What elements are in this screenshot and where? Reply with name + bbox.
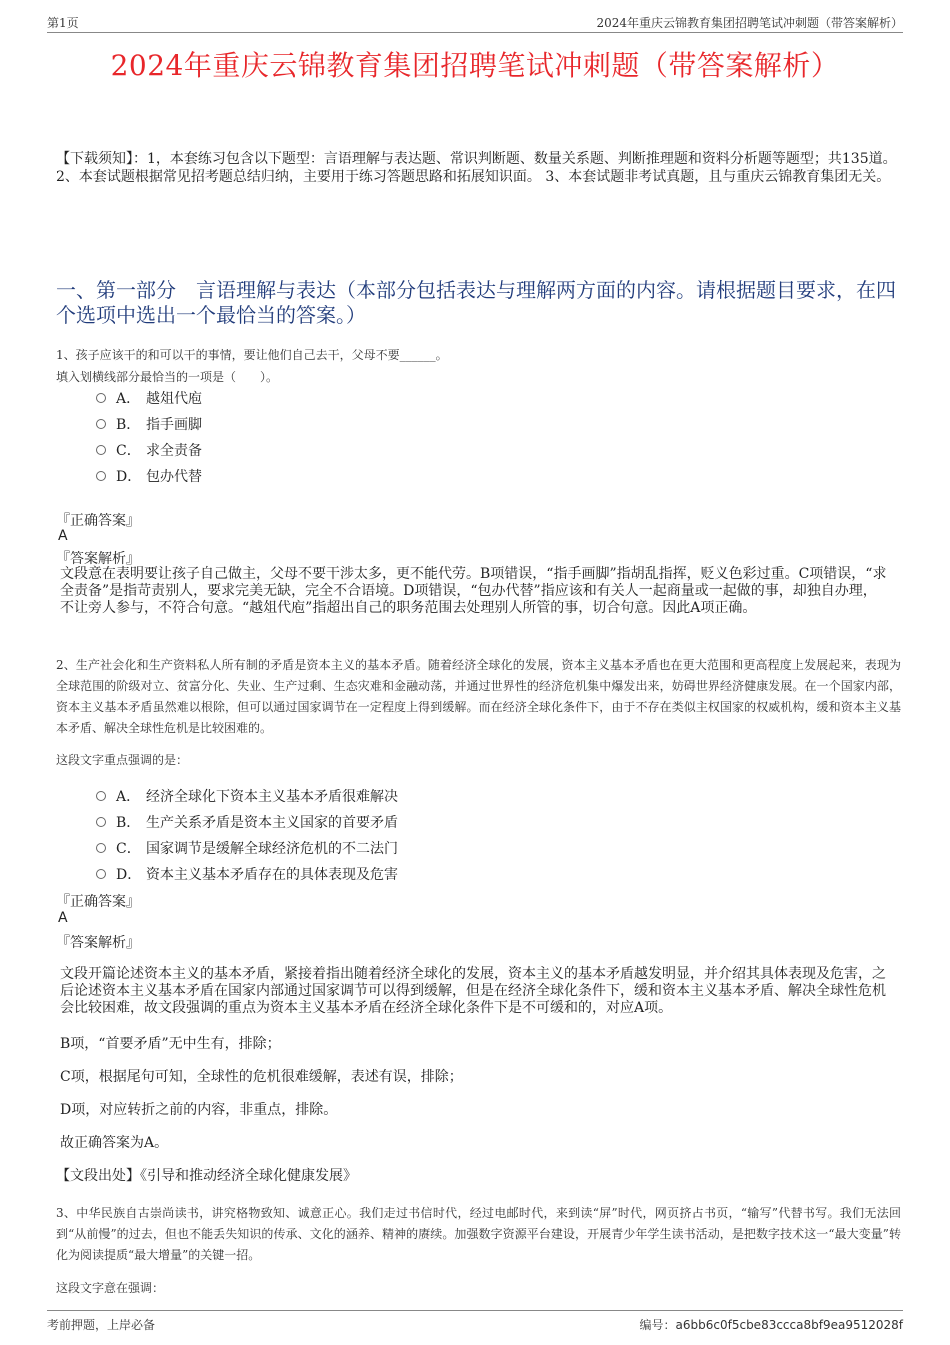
- q2-option-b[interactable]: B． 生产关系矛盾是资本主义国家的首要矛盾: [96, 809, 398, 835]
- radio-icon[interactable]: [96, 843, 106, 853]
- header-doc-title: 2024年重庆云锦教育集团招聘笔试冲刺题（带答案解析）: [596, 16, 903, 30]
- q2-options: [96, 783, 398, 887]
- q2-option-d[interactable]: D． 资本主义基本矛盾存在的具体表现及危害: [96, 861, 398, 887]
- document-title: 2024年重庆云锦教育集团招聘笔试冲刺题（带答案解析）: [110, 49, 840, 82]
- q2-analysis: 文段开篇论述资本主义的基本矛盾，紧接着指出随着经济全球化的发展，资本主义的基本矛盾越发明显，并介绍其具体表现及危害，之后论述资本主义基本矛盾在国家内部通过国家调节可以得到缓解，但是在经济全球化条件下，缓和资本主义基本矛盾、解决全球性危机会比较困难，故文段强调的重点为资本主义基本矛盾在经济全球化条件下是不可缓和的，对应A项。: [60, 966, 886, 1016]
- footer-slogan: 考前押题，上岸必备: [47, 1318, 156, 1332]
- footer-divider: [47, 1310, 903, 1311]
- q1-options: [96, 385, 202, 489]
- q3-stem: 3、中华民族自古崇尚读书，讲究格物致知、诚意正心。我们走过书信时代，经过电邮时代，来到读“屏”时代，网页挤占书页，“输写”代替书写。我们无法回到“从前慢”的过去，但也不能丢失知识的传承、文化的涵养、精神的赓续。加强数字资源平台建设，开展青少年学生读书活动，是把数字技术这一“最大变量”转化为阅读提质“最大增量”的关键一招。: [56, 1206, 901, 1262]
- q3-prompt: 这段文字意在强调：: [56, 1281, 165, 1295]
- q1-analysis: 文段意在表明要让孩子自己做主，父母不要干涉太多，更不能代劳。B项错误，“指手画脚”指胡乱指挥，贬义色彩过重。C项错误，“求全责备”是指苛责别人，要求完美无缺，完全不合语境。D项错误，“包办代替”指应该和有关人一起商量或一起做的事，却独自办理，不让旁人参与，不符合句意。“越俎代庖”指超出自己的职务范围去处理别人所管的事，切合句意。因此A项正确。: [60, 566, 887, 616]
- q2-option-a[interactable]: A． 经济全球化下资本主义基本矛盾很难解决: [96, 783, 398, 809]
- radio-icon[interactable]: [96, 817, 106, 827]
- q1-answer: A: [58, 528, 68, 544]
- q1-stem: 1、孩子应该干的和可以干的事情，要让他们自己去干，父母不要______。: [56, 348, 448, 362]
- radio-icon[interactable]: [96, 869, 106, 879]
- q1-analysis-label: 『答案解析』: [56, 551, 140, 567]
- q2-note-d: D项，对应转折之前的内容，非重点，排除。: [60, 1102, 338, 1118]
- q2-option-c[interactable]: C． 国家调节是缓解全球经济危机的不二法门: [96, 835, 398, 861]
- header-divider: [47, 32, 903, 33]
- radio-icon[interactable]: [96, 445, 106, 455]
- q2-answer: A: [58, 910, 68, 926]
- footer-code-value: a6bb6c0f5cbe83ccca8bf9ea9512028f: [675, 1318, 903, 1332]
- q2-source: 【文段出处】《引导和推动经济全球化健康发展》: [56, 1168, 357, 1184]
- q2-stem: 2、生产社会化和生产资料私人所有制的矛盾是资本主义的基本矛盾。随着经济全球化的发展，资本主义基本矛盾也在更大范围和更高程度上发展起来，表现为全球范围的阶级对立、贫富分化、失业、生产过剩、生态灾难和金融动荡，并通过世界性的经济危机集中爆发出来，妨碍世界经济健康发展。在一个国家内部，资本主义基本矛盾虽然难以根除，但可以通过国家调节在一定程度上得到缓解。而在经济全球化条件下，由于不存在类似主权国家的权威机构，缓和资本主义基本矛盾、解决全球性危机是比较困难的。: [56, 658, 901, 735]
- radio-icon[interactable]: [96, 471, 106, 481]
- section-heading: 一、第一部分 言语理解与表达（本部分包括表达与理解两方面的内容。请根据题目要求，在四个选项中选出一个最恰当的答案。）: [56, 278, 896, 327]
- q2-correct-label: 『正确答案』: [56, 894, 140, 910]
- q2-conclusion: 故正确答案为A。: [60, 1135, 169, 1151]
- q2-note-c: C项，根据尾句可知，全球性的危机很难缓解，表述有误，排除；: [60, 1069, 463, 1085]
- q2-prompt: 这段文字重点强调的是：: [56, 753, 189, 767]
- footer-code-label: 编号：: [639, 1318, 676, 1332]
- q1-option-a[interactable]: A． 越俎代庖: [96, 385, 202, 411]
- q2-note-b: B项，“首要矛盾”无中生有，排除；: [60, 1036, 281, 1052]
- q1-option-d[interactable]: D． 包办代替: [96, 463, 202, 489]
- radio-icon[interactable]: [96, 393, 106, 403]
- q1-prompt: 填入划横线部分最恰当的一项是（ ）。: [56, 370, 279, 384]
- header-page-number: 第1页: [47, 16, 79, 30]
- q1-option-b[interactable]: B． 指手画脚: [96, 411, 202, 437]
- q1-correct-label: 『正确答案』: [56, 513, 140, 529]
- radio-icon[interactable]: [96, 419, 106, 429]
- q1-option-c[interactable]: C． 求全责备: [96, 437, 202, 463]
- footer-code: [640, 1316, 904, 1333]
- radio-icon[interactable]: [96, 791, 106, 801]
- q2-analysis-label: 『答案解析』: [56, 935, 140, 951]
- download-notice: 【下载须知】：1，本套练习包含以下题型：言语理解与表达题、常识判断题、数量关系题、判断推理题和资料分析题等题型；共135道。 2、本套试题根据常见招考题总结归纳，主要用于练习答题思路和拓展知识面。 3、本套试题非考试真题，且与重庆云锦教育集团无关。: [56, 151, 897, 185]
